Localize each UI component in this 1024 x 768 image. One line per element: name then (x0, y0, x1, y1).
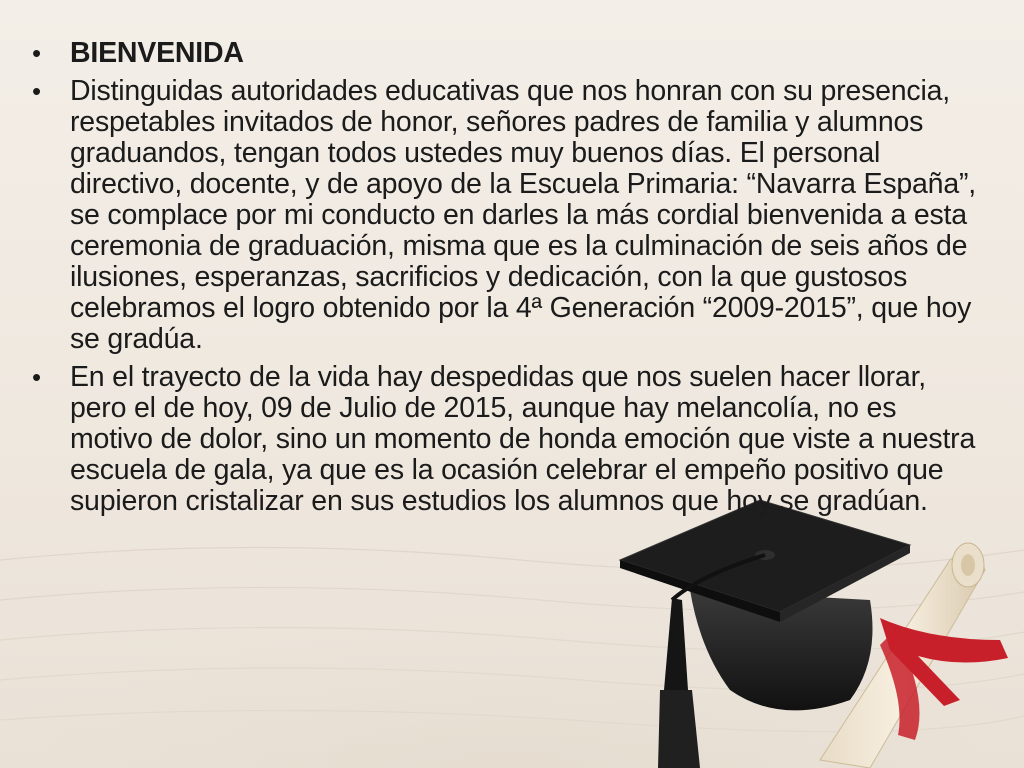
welcome-paragraph: Distinguidas autoridades educativas que nos honran con su presencia, respetables invitados de honor, señores padres de familia y alumnos graduandos, tengan todos ustedes muy buenos días. El personal directivo, docente, y de apoyo de la Escuela Primaria: “Navarra España”, se complace por mi conducto en darles la más cordial bienvenida a esta ceremonia de graduación, misma que es la culminación de seis años de ilusiones, esperanzas, sacrificios y dedicación, con la que gustosos celebramos el logro obtenido por la 4ª Generación “2009-2015”, que hoy se gradúa. (70, 75, 976, 355)
bullet-list (28, 38, 978, 517)
bullet-item-farewell (28, 362, 978, 517)
bullet-dot: • (32, 362, 41, 392)
bullet-dot: • (32, 76, 41, 106)
farewell-paragraph: En el trayecto de la vida hay despedidas que nos suelen hacer llorar, pero el de hoy, 09 de Julio de 2015, aunque hay melancolía, no es motivo de dolor, sino un momento de honda emoción que viste a nuestra escuela de gala, ya que es la ocasión celebrar el empeño positivo que supieron cristalizar en sus estudios los alumnos que hoy se gradúan. (70, 361, 976, 517)
slide-content (28, 38, 978, 524)
bullet-item-heading (28, 38, 978, 69)
heading-text: BIENVENIDA (70, 37, 244, 69)
bullet-item-welcome (28, 76, 978, 355)
bullet-dot: • (32, 38, 41, 68)
